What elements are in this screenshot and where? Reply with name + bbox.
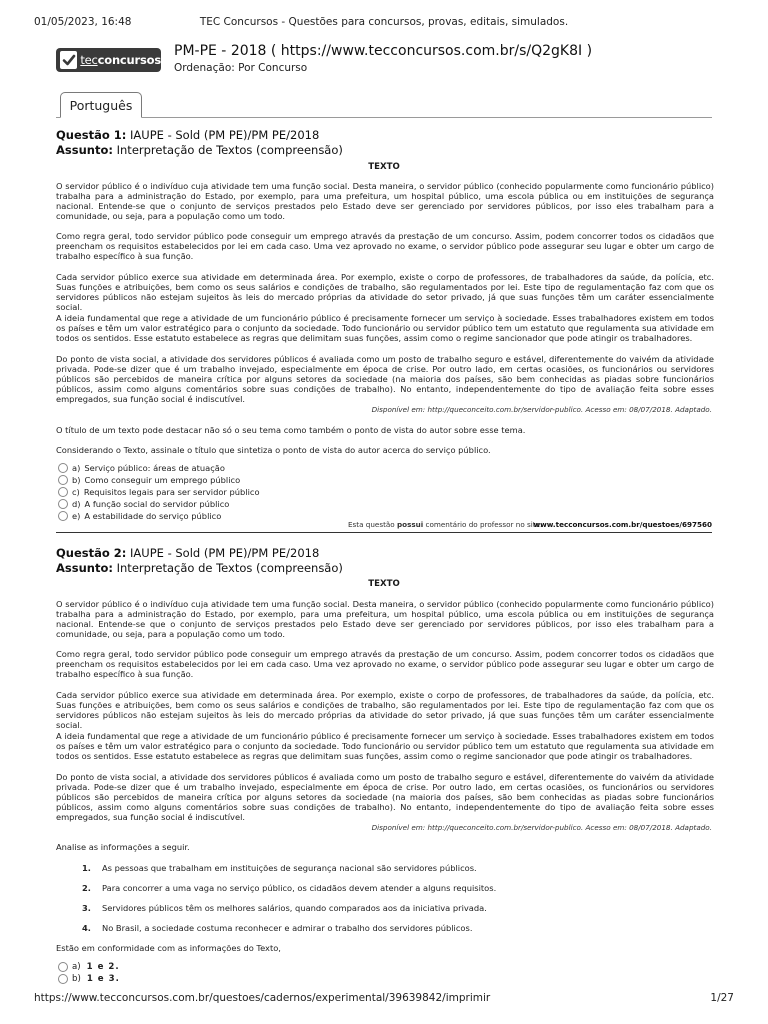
numbered-item: 2. Para concorrer a uma vaga no serviço público, os cidadãos devem atender a alguns requisitos. <box>82 882 497 893</box>
numbered-item: 3. Servidores públicos têm os melhores salários, quando comparados aos da iniciativa privada. <box>82 902 487 913</box>
print-document-title: TEC Concursos - Questões para concursos, provas, editais, simulados. <box>199 16 569 28</box>
text-source-citation: Disponível em: http://queconceito.com.br/servidor-publico. Acesso em: 08/07/2018. Adaptado. <box>371 405 712 414</box>
paragraph: A ideia fundamental que rege a atividade de um funcionário público é precisamente fornecer um serviço à sociedade. Esses trabalhadores existem em todos os países e têm um valor estratégico para o conjunto da sociedade. Todo funcionário ou servidor público tem um estatuto que regulamenta sua atividade em todos os sentidos. Esse estatuto estabelece as regras que delimitam suas funções, assim como o regime sancionador que pode atingir os trabalhadores. <box>56 313 714 344</box>
texto-label: TEXTO <box>368 162 400 172</box>
paragraph: Do ponto de vista social, a atividade dos servidores públicos é avaliada como um posto de trabalho seguro e estável, diferentemente do vaivém da atividade privada. Pode-se dizer que é um trabalho invejado, especialmente em época de crise. Por outro lado, em certas ocasiões, os funcionários ou servidores públicos são percebidos de maneira crítica por alguns setores da sociedade (na maioria dos países, são bem conhecidas as piadas sobre funcionários públicos, assim como alguns comentários sobre suas condições de trabalho). No entanto, independentemente do tipo de avaliação feita sobre esses empregados, sua função social é indiscutível. <box>56 354 714 405</box>
brand-header <box>56 42 712 76</box>
tecconcursos-logo[interactable] <box>56 48 161 72</box>
logo-text: tecconcursos <box>80 53 161 67</box>
print-datetime: 01/05/2023, 16:48 <box>34 16 132 28</box>
checkmark-icon <box>60 51 77 69</box>
page-number: 1/27 <box>710 992 734 1004</box>
radio-button[interactable] <box>58 962 68 972</box>
question-1-footer <box>56 519 712 533</box>
paragraph: Do ponto de vista social, a atividade dos servidores públicos é avaliada como um posto de trabalho seguro e estável, diferentemente do vaivém da atividade privada. Pode-se dizer que é um trabalho invejado, especialmente em época de crise. Por outro lado, em certas ocasiões, os funcionários ou servidores públicos são percebidos de maneira crítica por alguns setores da sociedade (na maioria dos países, são bem conhecidas as piadas sobre funcionários públicos, assim como alguns comentários sobre suas condições de trabalho). No entanto, independentemente do tipo de avaliação feita sobre esses empregados, sua função social é indiscutível. <box>56 772 714 823</box>
alternative-d[interactable]: d) A função social do servidor público <box>58 498 229 509</box>
question-statement: O título de um texto pode destacar não só o seu tema como também o ponto de vista do autor sobre esse tema. <box>56 425 526 435</box>
question-2-header: Questão 2: IAUPE - Sold (PM PE)/PM PE/2018 Assunto: Interpretação de Textos (compreensão) <box>56 546 343 575</box>
radio-button[interactable] <box>58 487 68 497</box>
question-command: Considerando o Texto, assinale o título que sintetiza o ponto de vista do autor acerca do serviço público. <box>56 445 491 455</box>
radio-button[interactable] <box>58 974 68 984</box>
paragraph: A ideia fundamental que rege a atividade de um funcionário público é precisamente fornecer um serviço à sociedade. Esses trabalhadores existem em todos os países e têm um valor estratégico para o conjunto da sociedade. Todo funcionário ou servidor público tem um estatuto que regulamenta sua atividade em todos os sentidos. Esse estatuto estabelece as regras que delimitam suas funções, assim como o regime sancionador que pode atingir os trabalhadores. <box>56 731 714 762</box>
notebook-title: PM-PE - 2018 ( https://www.tecconcursos.com.br/s/Q2gK8I ) <box>174 43 593 59</box>
numbered-item: 4. No Brasil, a sociedade costuma reconhecer e admirar o trabalho dos servidores públicos. <box>82 922 473 933</box>
paragraph: O servidor público é o indivíduo cuja atividade tem uma função social. Desta maneira, o servidor público (conhecido popularmente como funcionário público) trabalha para a administração do Estado, por exemplo, para uma prefeitura, um hospital público, uma escola pública ou em instituições de segurança nacional. Entende-se que o conjunto de serviços prestados pelo Estado deve ser gerenciado por servidores públicos, por isso eles trabalham para a comunidade, ou seja, para a população como um todo. <box>56 599 714 640</box>
paragraph: Cada servidor público exerce sua atividade em determinada área. Por exemplo, existe o corpo de professores, de trabalhadores da saúde, da polícia, etc. Suas funções e atribuições, bem como os seus salários e condições de trabalho, são regulamentados por lei. Este tipo de regulamentação faz com que os servidores públicos não estejam sujeitos às leis do mercado próprias da atividade do setor privado, já que suas funções têm um caráter essencialmente social. <box>56 272 714 313</box>
question-1-header: Questão 1: IAUPE - Sold (PM PE)/PM PE/2018 Assunto: Interpretação de Textos (compreensão) <box>56 128 343 157</box>
question-statement: Analise as informações a seguir. <box>56 842 190 852</box>
paragraph: O servidor público é o indivíduo cuja atividade tem uma função social. Desta maneira, o servidor público (conhecido popularmente como funcionário público) trabalha para a administração do Estado, por exemplo, para uma prefeitura, um hospital público, uma escola pública ou em instituições de segurança nacional. Entende-se que o conjunto de serviços prestados pelo Estado deve ser gerenciado por servidores públicos, por isso eles trabalham para a comunidade, ou seja, para a população como um todo. <box>56 181 714 222</box>
tab-portugues[interactable]: Português <box>60 92 142 118</box>
question-command: Estão em conformidade com as informações do Texto, <box>56 943 281 953</box>
print-header <box>34 16 734 30</box>
print-url: https://www.tecconcursos.com.br/questoes/cadernos/experimental/39639842/imprimir <box>34 992 491 1004</box>
ordering-label: Ordenação: Por Concurso <box>174 62 308 74</box>
print-footer <box>34 992 734 1004</box>
alternative-b[interactable]: b) 1 e 3. <box>58 973 120 984</box>
texto-label: TEXTO <box>368 579 400 589</box>
numbered-item: 1. As pessoas que trabalham em instituições de segurança nacional são servidores públicos. <box>82 862 477 873</box>
radio-button[interactable] <box>58 499 68 509</box>
alternative-b[interactable]: b) Como conseguir um emprego público <box>58 474 240 485</box>
alternative-e[interactable]: e) A estabilidade do serviço público <box>58 510 221 521</box>
text-source-citation: Disponível em: http://queconceito.com.br/servidor-publico. Acesso em: 08/07/2018. Adaptado. <box>371 823 712 832</box>
tab-divider <box>56 117 712 118</box>
question-link[interactable]: www.tecconcursos.com.br/questoes/697560 <box>533 520 712 529</box>
alternative-a[interactable]: a) Serviço público: áreas de atuação <box>58 462 225 473</box>
paragraph: Como regra geral, todo servidor público pode conseguir um emprego através da prestação de um concurso. Assim, podem concorrer todos os cidadãos que preencham os requisitos estabelecidos por lei em cada caso. Uma vez aprovado no exame, o servidor público pode assegurar seu lugar e obter um cargo de trabalho específico à sua função. <box>56 231 714 262</box>
paragraph: Cada servidor público exerce sua atividade em determinada área. Por exemplo, existe o corpo de professores, de trabalhadores da saúde, da polícia, etc. Suas funções e atribuições, bem como os seus salários e condições de trabalho, são regulamentados por lei. Este tipo de regulamentação faz com que os servidores públicos não estejam sujeitos às leis do mercado próprias da atividade do setor privado, já que suas funções têm um caráter essencialmente social. <box>56 690 714 731</box>
radio-button[interactable] <box>58 475 68 485</box>
radio-button[interactable] <box>58 463 68 473</box>
alternative-c[interactable]: c) Requisitos legais para ser servidor público <box>58 486 260 497</box>
alternative-a[interactable]: a) 1 e 2. <box>58 961 120 972</box>
paragraph: Como regra geral, todo servidor público pode conseguir um emprego através da prestação de um concurso. Assim, podem concorrer todos os cidadãos que preencham os requisitos estabelecidos por lei em cada caso. Uma vez aprovado no exame, o servidor público pode assegurar seu lugar e obter um cargo de trabalho específico à sua função. <box>56 649 714 680</box>
comment-note: Esta questão possui comentário do professor no site. <box>348 520 543 529</box>
